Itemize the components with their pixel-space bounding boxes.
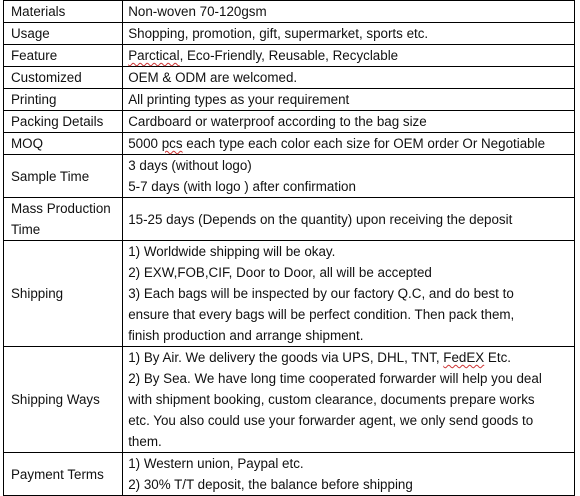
value-line: 3 days (without logo) [128,158,252,173]
value-line: Parctical, Eco-Friendly, Reusable, Recyclable [128,48,399,63]
spec-table-body [4,1,575,496]
row-value-customized [123,67,575,89]
value-line: ensure that every bags will be perfect condition. Then pack them, [128,307,515,322]
row-value-packing-details [123,111,575,133]
value-line: 1) Western union, Paypal etc. [128,456,304,471]
table-row-usage [4,23,575,45]
row-label-sample-time: Sample Time [4,155,123,198]
value-line: 15-25 days (Depends on the quantity) upon receiving the deposit [128,211,513,227]
value-line: 5000 pcs each type each color each size for OEM order Or Negotiable [128,136,546,151]
value-line: 2) 30% T/T deposit, the balance before shipping [128,477,413,492]
value-line: etc. You also could use your forwarder agent, we only send goods to [128,413,534,428]
value-line: 1) Worldwide shipping will be okay. [128,244,336,259]
row-label-materials: Materials [4,1,123,23]
row-value-printing [123,89,575,111]
value-line: them. [128,434,162,449]
value-line: 5-7 days (with logo ) after confirmation [128,179,356,194]
value-line: 1) By Air. We delivery the goods via UPS, DHL, TNT, FedEX Etc. [128,350,511,365]
table-row-feature [4,45,575,67]
table-row-payment-terms [4,453,575,496]
table-row-printing [4,89,575,111]
table-row-shipping-ways [4,347,575,453]
value-line: Cardboard or waterproof according to the bag size [128,114,427,129]
row-label-shipping-ways: Shipping Ways [4,347,123,453]
value-line: Shopping, promotion, gift, supermarket, sports etc. [128,26,429,41]
value-line: OEM & ODM are welcomed. [128,70,298,85]
row-label-packing-details: Packing Details [4,111,123,133]
row-value-sample-time [123,155,575,198]
spellcheck-mark: Parctical [128,48,180,63]
row-value-moq [123,133,575,155]
value-line: All printing types as your requirement [128,92,350,107]
product-spec-table [3,0,575,496]
row-value-payment-terms [123,453,575,496]
spellcheck-mark: pcs [161,136,183,151]
value-line: 2) By Sea. We have long time cooperated forwarder will help you deal [128,371,542,386]
row-value-shipping [123,241,575,347]
row-label-payment-terms: Payment Terms [4,453,123,496]
table-row-materials [4,1,575,23]
spellcheck-mark: FedEX [443,350,485,365]
table-row-sample-time [4,155,575,198]
value-line: Non-woven 70-120gsm [128,4,267,19]
table-row-moq [4,133,575,155]
row-label-printing: Printing [4,89,123,111]
value-line: with shipment booking, custom clearance, documents prepare works [128,392,535,407]
row-label-feature: Feature [4,45,123,67]
row-value-feature [123,45,575,67]
row-value-usage [123,23,575,45]
table-row-packing-details [4,111,575,133]
row-label-customized: Customized [4,67,123,89]
row-label-usage: Usage [4,23,123,45]
value-line: 2) EXW,FOB,CIF, Door to Door, all will be accepted [128,265,432,280]
table-row-customized [4,67,575,89]
row-label-moq: MOQ [4,133,123,155]
table-row-shipping [4,241,575,347]
row-value-shipping-ways [123,347,575,453]
row-label-mass-production-time: Mass Production Time [4,198,123,241]
table-row-mass-production-time [4,198,575,241]
row-value-mass-production-time [123,198,575,241]
value-line: 3) Each bags will be inspected by our factory Q.C, and do best to [128,286,514,301]
row-value-materials [123,1,575,23]
row-label-shipping: Shipping [4,241,123,347]
value-line: finish production and arrange shipment. [128,328,364,343]
